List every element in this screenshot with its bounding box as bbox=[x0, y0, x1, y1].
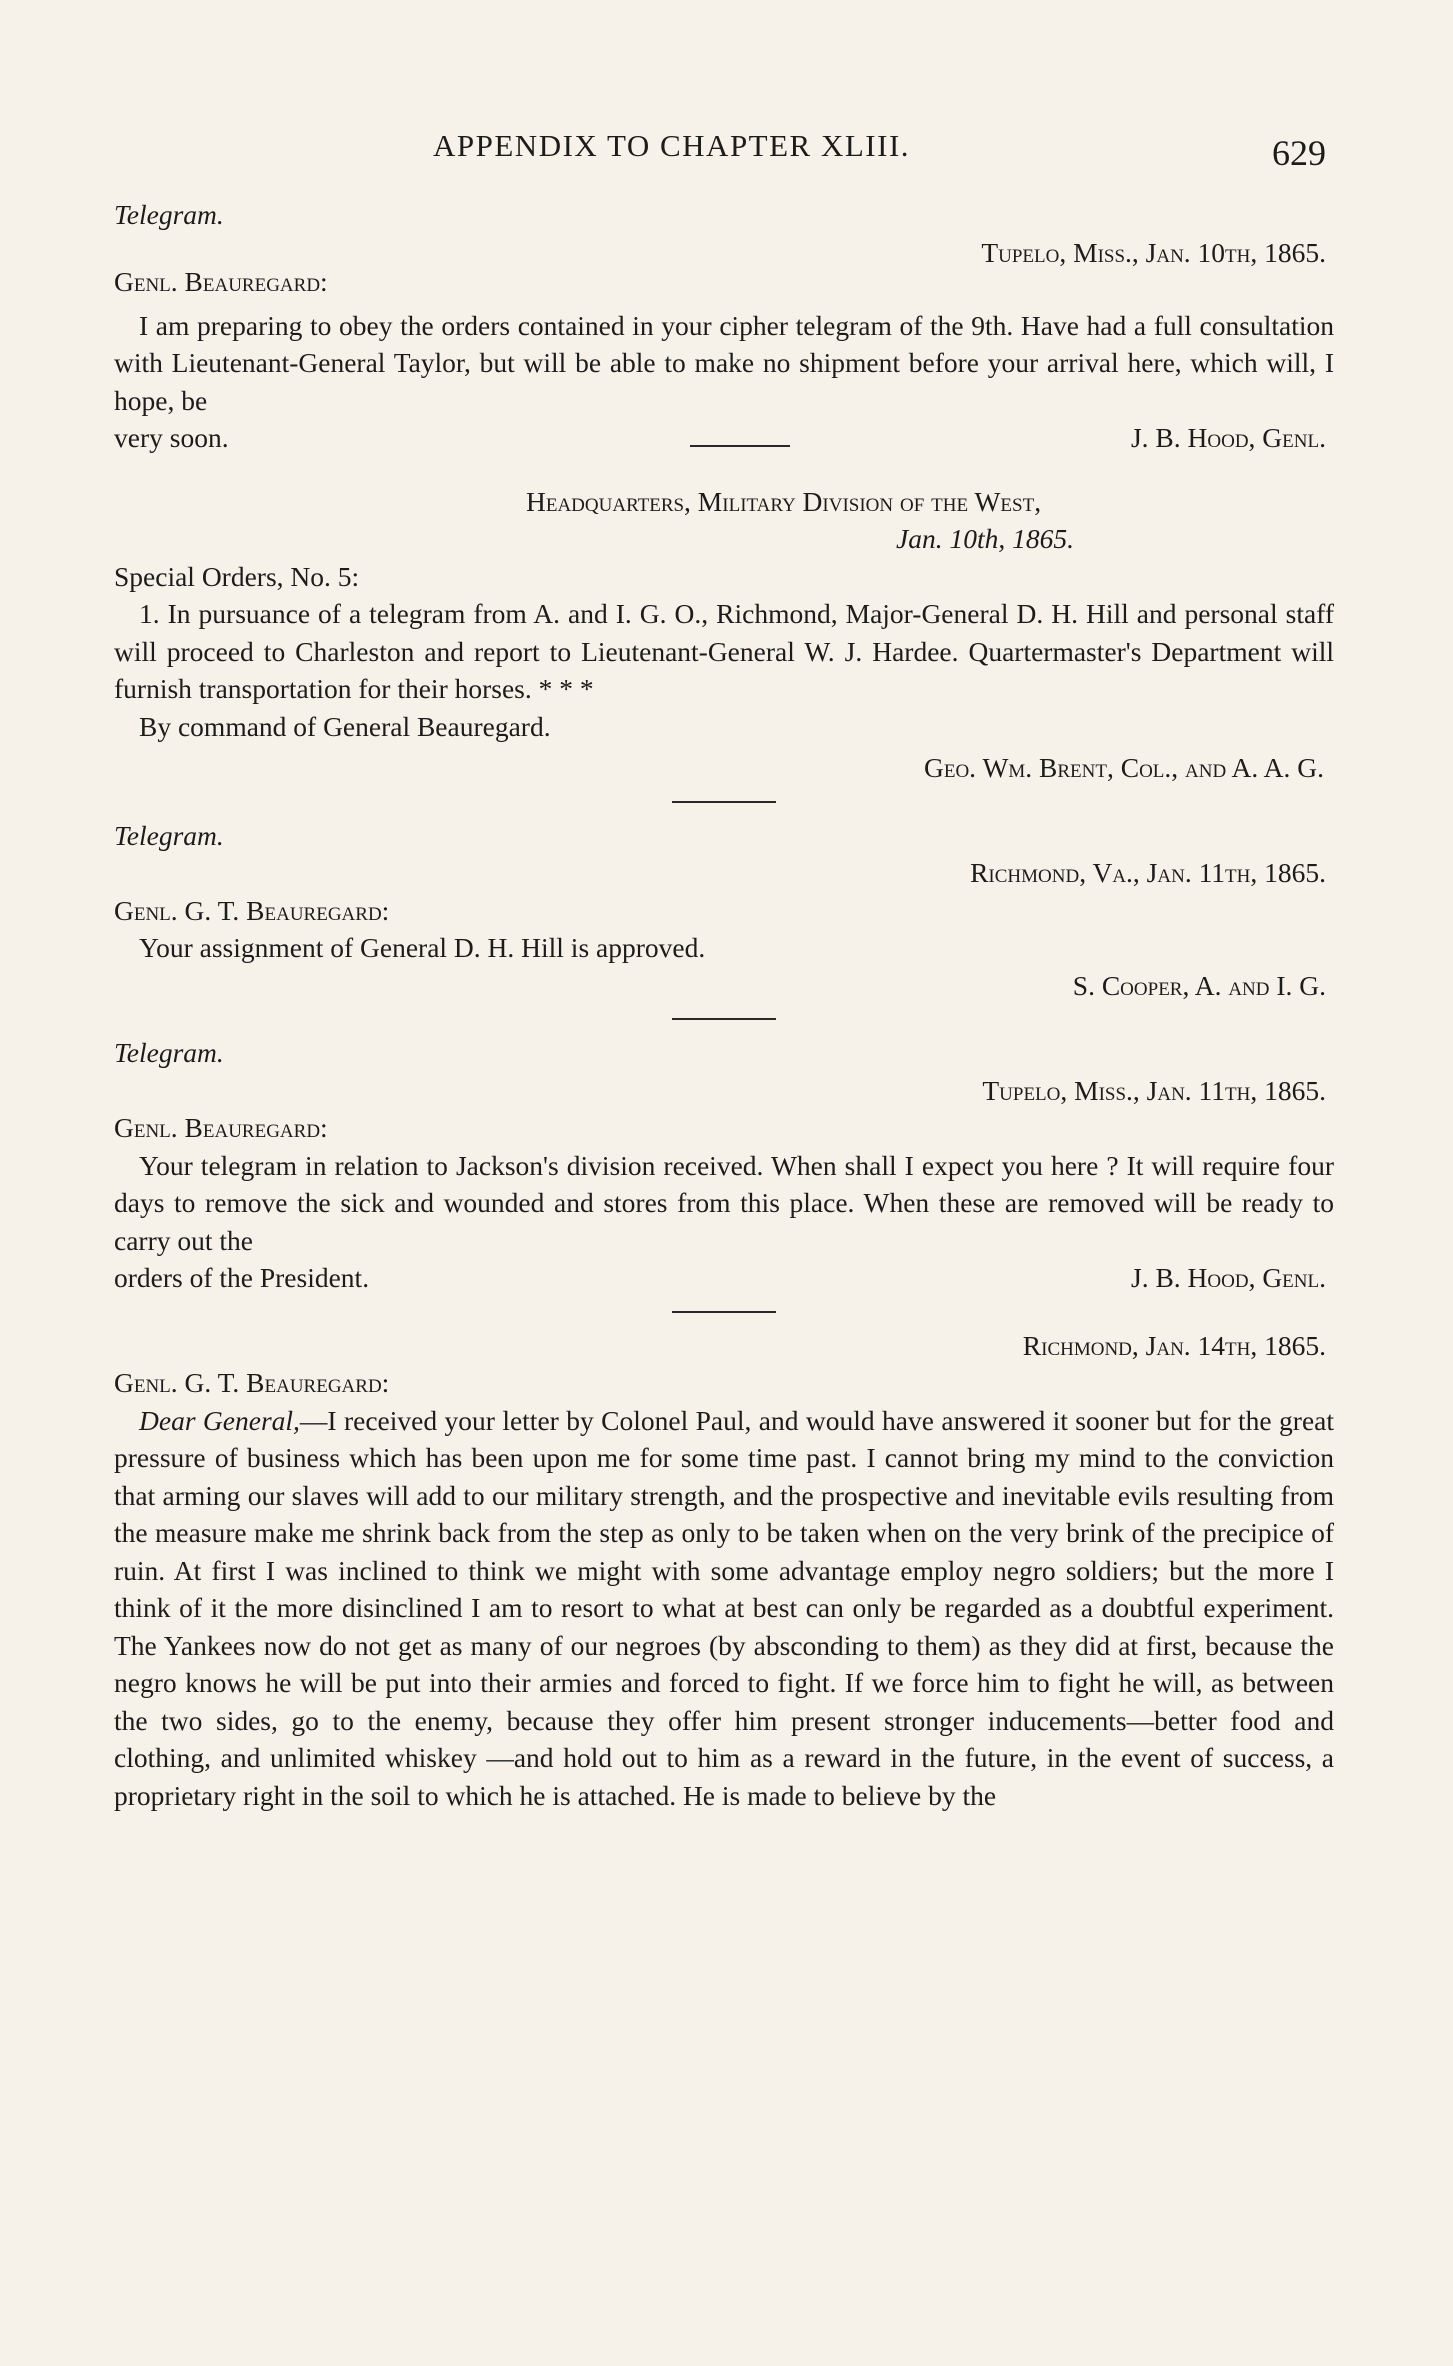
orders-title: Special Orders, No. 5: bbox=[114, 560, 360, 592]
telegram-label: Telegram. bbox=[114, 1037, 224, 1068]
telegram-hood-jan-10 bbox=[114, 196, 1334, 457]
telegram-label: Telegram. bbox=[114, 199, 224, 230]
salutation: Genl. G. T. Beauregard: bbox=[114, 1367, 390, 1398]
closing-text: orders of the President. bbox=[114, 1262, 370, 1293]
orders-body: 1. In pursuance of a telegram from A. and I. G. O., Richmond, Major-General D. H. Hill and personal staff will proceed to Charleston and report to Lieutenant-General W. J. Hardee. Quartermaster's Department will furnish transportation for their horses. * * * bbox=[114, 598, 1334, 704]
closing-line bbox=[114, 1259, 1334, 1297]
signature: J. B. Hood, Genl. bbox=[1130, 422, 1326, 453]
letter-cooper-jan-14 bbox=[114, 1327, 1334, 1815]
by-command: By command of General Beauregard. bbox=[139, 710, 551, 742]
orders-heading: Headquarters, Military Division of the West, bbox=[526, 485, 1042, 517]
page-content bbox=[114, 196, 1334, 1814]
page-number: 629 bbox=[1272, 133, 1326, 173]
telegram-body: Your assignment of General D. H. Hill is approved. bbox=[139, 932, 706, 963]
telegram-hood-jan-11 bbox=[114, 1034, 1334, 1297]
salutation: Genl. G. T. Beauregard: bbox=[114, 894, 390, 926]
telegram-body: I am preparing to obey the orders contained in your cipher telegram of the 9th. Have had a full consultation with Lieutenant-General Taylor, but will be able to make no shipment before your arrival here, which will, I hope, be bbox=[114, 309, 1334, 416]
letter-text: —I received your letter by Colonel Paul, and would have answered it sooner but for the great pressure of business which has been upon me for some time past. I cannot bring my mind to the conviction that arming our slaves will add to our military strength, and the prospective and inevitable evils resulting from the measure make me shrink back from the step as only to be taken when on the very brink of the precipice of ruin. At first I was inclined to think we might with some advantage employ negro soldiers; but the more I think of it the more disinclined I am to resort to what at best can only be regarded as a doubtful experiment. The Yankees now do not get as many of our negroes (by absconding to them) as they did at first, because the negro knows he will be put into their armies and forced to fight. If we force him to fight he will, as between the two sides, go to the enemy, because they offer him present stronger inducements—better food and clothing, and unlimited whiskey —and hold out to him as a reward in the future, in the event of success, a proprietary right in the soil to which he is attached. He is made to believe by the bbox=[114, 1404, 1334, 1811]
place-date: Tupelo, Miss., Jan. 10th, 1865. bbox=[981, 236, 1326, 268]
signature: S. Cooper, A. and I. G. bbox=[1072, 969, 1326, 1001]
telegram-body: Your telegram in relation to Jackson's division received. When shall I expect you here ? It will require four days to remove the sick and wounded and stores from this place. When these are removed will be ready to carry out the bbox=[114, 1149, 1334, 1256]
telegram-cooper-jan-11 bbox=[114, 817, 1334, 1005]
running-header bbox=[0, 128, 1453, 178]
salutation: Genl. Beauregard: bbox=[114, 266, 328, 297]
letter-body bbox=[114, 1402, 1334, 1815]
closing-text: very soon. bbox=[114, 422, 229, 453]
closing-line bbox=[114, 419, 1334, 457]
letter-opening: Dear General, bbox=[139, 1404, 300, 1436]
place-date: Tupelo, Miss., Jan. 11th, 1865. bbox=[982, 1074, 1326, 1106]
place-date: Richmond, Va., Jan. 11th, 1865. bbox=[970, 857, 1326, 888]
divider bbox=[690, 445, 790, 447]
salutation: Genl. Beauregard: bbox=[114, 1112, 328, 1143]
running-title: APPENDIX TO CHAPTER XLIII. bbox=[433, 128, 911, 163]
place-date: Richmond, Jan. 14th, 1865. bbox=[1022, 1329, 1326, 1361]
special-orders-no-5 bbox=[114, 483, 1334, 787]
orders-date: Jan. 10th, 1865. bbox=[896, 523, 1074, 554]
signature: J. B. Hood, Genl. bbox=[1131, 1262, 1326, 1293]
telegram-label: Telegram. bbox=[114, 819, 224, 851]
signature: Geo. Wm. Brent, Col., and A. A. G. bbox=[924, 752, 1324, 783]
